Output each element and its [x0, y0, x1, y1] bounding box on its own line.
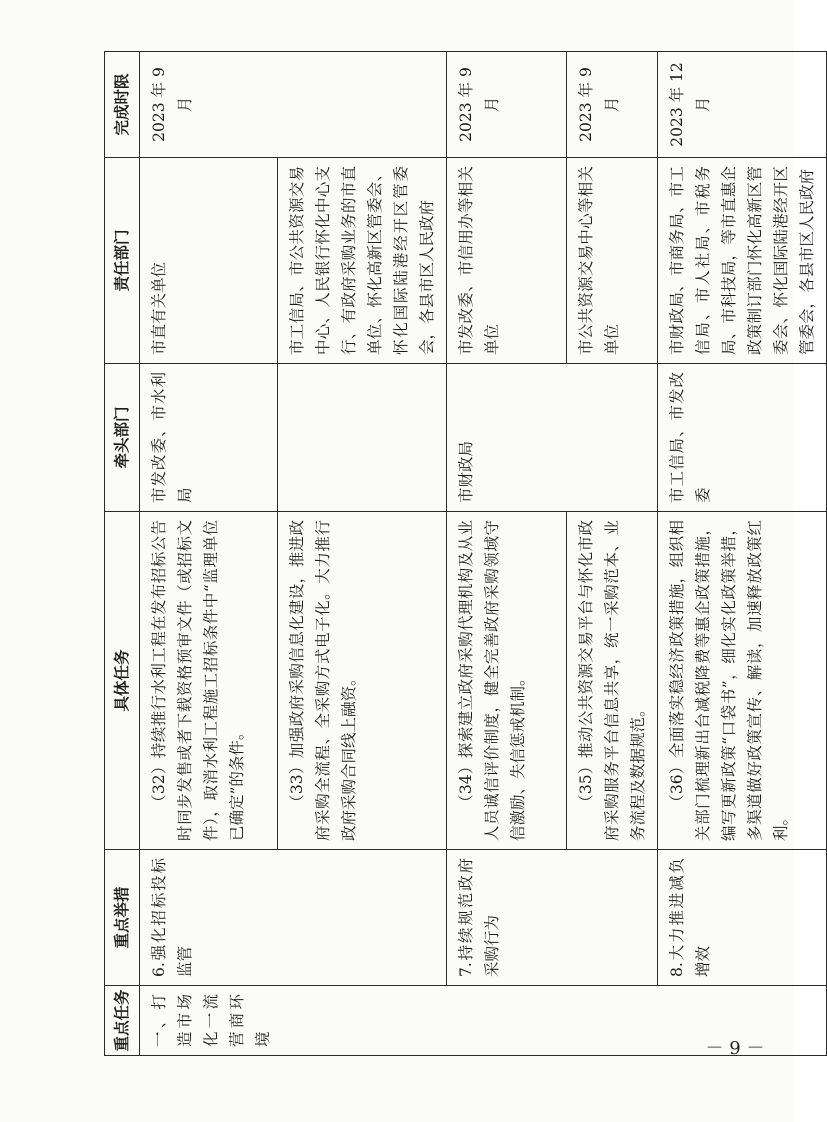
deadline-cell: 2023 年 12 月	[658, 52, 827, 158]
header-key-measure: 重点举措	[105, 850, 140, 986]
page-number: － 9 －	[705, 1038, 765, 1059]
lead-department-cell	[278, 364, 447, 512]
task-table	[104, 51, 827, 1056]
measure-cell: 7.持续规范政府采购行为	[447, 850, 658, 986]
table-row	[658, 52, 827, 1056]
deadline-cell: 2023 年 9 月	[447, 52, 567, 158]
header-specific-task: 具体任务	[105, 512, 140, 850]
task-cell: （36）全面落实稳经济政策措施，组织相关部门梳理新出台减税降费等惠企政策措施，编写更新政策“口袋书”，细化实化政策举措，多渠道做好政策宣传、解读，加速释放政策红利。	[658, 512, 827, 850]
measure-cell: 6.强化招标投标监管	[140, 850, 447, 986]
table-row	[447, 52, 567, 1056]
header-responsible-department: 责任部门	[105, 158, 140, 364]
table-header-row	[105, 52, 140, 1056]
table-row	[140, 52, 278, 1056]
task-cell: （32）持续推行水利工程在发布招标公告时同步发售或者下载资格预审文件（或招标文件），取消水利工程施工招标条件中“监理单位已确定”的条件。	[140, 512, 278, 850]
responsible-department-cell: 市直有关单位	[140, 158, 278, 364]
header-lead-department: 牵头部门	[105, 364, 140, 512]
lead-department-cell: 市工信局、市发改委	[658, 364, 827, 512]
header-deadline: 完成时限	[105, 52, 140, 158]
deadline-cell: 2023 年 9 月	[567, 52, 658, 158]
lead-department-cell: 市发改委、市水利局	[140, 364, 278, 512]
responsible-department-cell: 市工信局、市公共资源交易中心、人民银行怀化中心支行、有政府采购业务的市直单位、怀化高新区管委会、怀化国际陆港经开区管委会，各县市区人民政府	[278, 158, 447, 364]
deadline-cell: 2023 年 9 月	[140, 52, 447, 158]
lead-department-cell: 市财政局	[447, 364, 658, 512]
rotated-table-container	[104, 52, 816, 1056]
task-cell: （35）推动公共资源交易平台与怀化市政府采购服务平台信息共享，统一采购范本、业务流程及数据规范。	[567, 512, 658, 850]
responsible-department-cell: 市公共资源交易中心等相关单位	[567, 158, 658, 364]
responsible-department-cell: 市财政局、市商务局、市工信局、市人社局、市税务局、市科技局，等市直惠企政策制订部门怀化高新区管委会、怀化国际陆港经开区管委会，各县市区人民政府	[658, 158, 827, 364]
key-task-cell: 一、打造市场化一流营商环境	[140, 986, 827, 1056]
responsible-department-cell: 市发改委、市信用办等相关单位	[447, 158, 567, 364]
header-key-task: 重点任务	[105, 986, 140, 1056]
task-cell: （33）加强政府采购信息化建设，推进政府采购全流程、全采购方式电子化。大力推行政府采购合同线上融资。	[278, 512, 447, 850]
measure-cell: 8.大力推进减负增效	[658, 850, 827, 986]
task-cell: （34）探索建立政府采购代理机构及从业人员诚信评价制度，健全完善政府采购领域守信激励、失信惩戒机制。	[447, 512, 567, 850]
